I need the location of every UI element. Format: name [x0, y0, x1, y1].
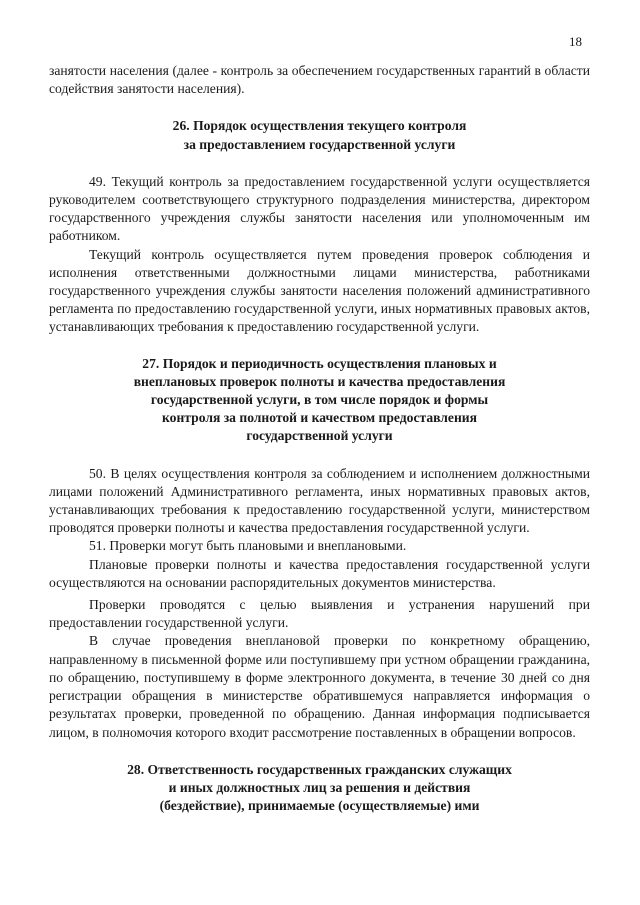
section-27-heading-line: 27. Порядок и периодичность осуществления плановых и — [142, 355, 497, 371]
section-27-heading-line: государственной услуги, в том числе порядок и формы — [150, 392, 489, 408]
paragraph-51: 51. Проверки могут быть плановыми и внеплановыми. — [89, 538, 407, 554]
paragraph-50: 50. В целях осуществления контроля за соблюдением и исполнением должностными лицами положений Административного регламента, иных нормативных правовых актов, устанавливающих требования к предоставлению государственной услуги, министерством проводятся проверки полноты и качества предоставления государственной услуги. — [49, 465, 590, 536]
section-28-heading-line: 28. Ответственность государственных гражданских служащих — [127, 761, 512, 777]
section-27-heading-line: государственной услуги — [246, 428, 393, 444]
intro-paragraph: занятости населения (далее - контроль за обеспечением государственных гарантий в области содействия занятости населения). — [49, 63, 590, 97]
paragraph-planned-checks: Плановые проверки полноты и качества предоставления государственной услуги осуществляются на основании распорядительных документов министерства. — [49, 556, 590, 590]
paragraph-unplanned-check: В случае проведения внеплановой проверки по конкретному обращению, направленному в письменной форме или поступившему при устном обращении гражданина, по обращению, поступившему в форме электронного документа, в течение 30 дней со дня регистрации обращения в министерстве обратившемуся направляется информация о результатах проверки, проведенной по обращению. Данная информация подписывается лицом, в полномочия которого входит рассмотрение поставленных в обращении вопросов. — [49, 633, 590, 740]
paragraph-check-purpose: Проверки проводятся с целью выявления и устранения нарушений при предоставлении государственной услуги. — [49, 597, 590, 631]
paragraph-current-control: Текущий контроль осуществляется путем проведения проверок соблюдения и исполнения ответственными должностными лицами министерства, работниками государственного учреждения службы занятости населения положений административного регламента по предоставлению государственной услуги, иных нормативных правовых актов, устанавливающих требования к предоставлению государственной услуги. — [49, 246, 590, 335]
section-28-heading-line: и иных должностных лиц за решения и действия — [168, 779, 471, 795]
paragraph-49: 49. Текущий контроль за предоставлением государственной услуги осуществляется руководителем соответствующего структурного подразделения министерства, директором государственного учреждения службы занятости населения или уполномоченным им работником. — [49, 173, 590, 244]
section-26-heading-line: за предоставлением государственной услуги — [183, 136, 456, 152]
section-28-heading-line: (бездействие), принимаемые (осуществляемые) ими — [159, 798, 480, 814]
section-27-heading-line: внеплановых проверок полноты и качества предоставления — [133, 373, 506, 389]
section-27-heading — [49, 355, 590, 446]
section-28-heading — [49, 761, 590, 816]
section-26-heading — [49, 117, 590, 153]
section-27-heading-line: контроля за полнотой и качеством предоставления — [162, 410, 477, 426]
section-26-heading-line: 26. Порядок осуществления текущего контроля — [172, 118, 467, 134]
document-body — [49, 62, 590, 815]
page-number: 18 — [569, 34, 582, 49]
